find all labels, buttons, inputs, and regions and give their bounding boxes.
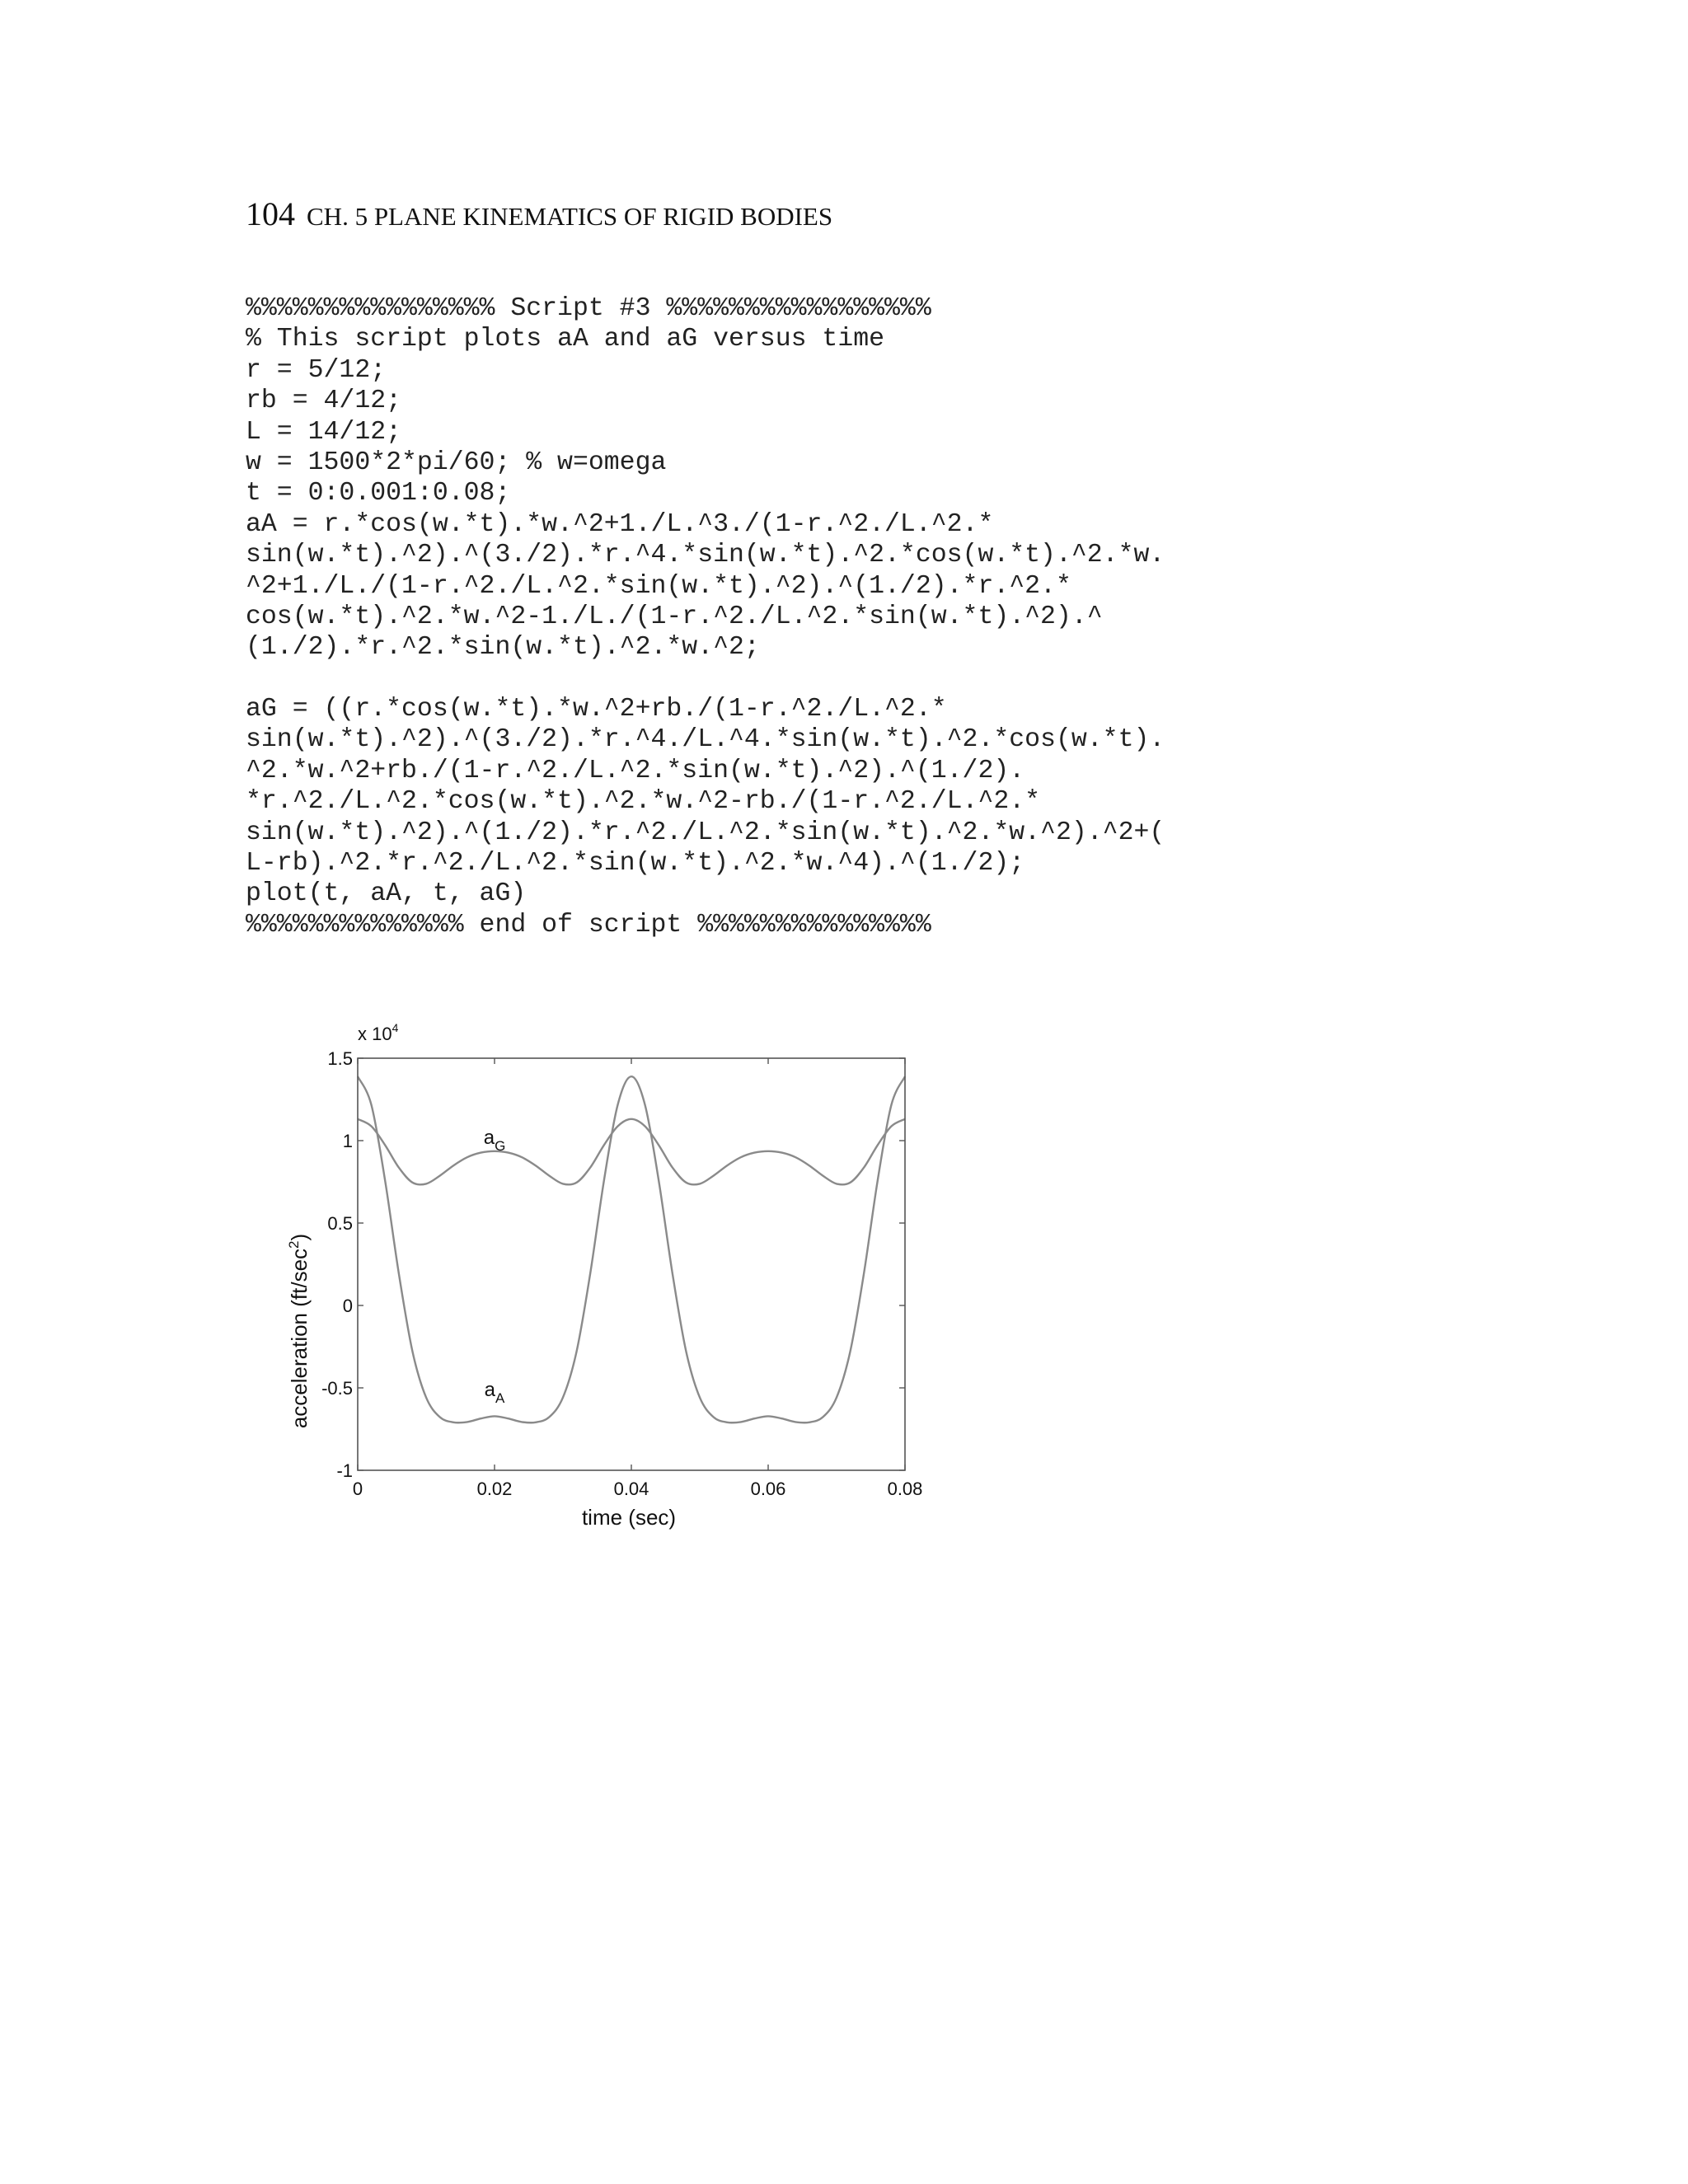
multiplier-base: x 10 xyxy=(358,1024,392,1044)
code-line xyxy=(246,663,1165,694)
code-line: % This script plots aA and aG versus time xyxy=(246,325,885,354)
code-listing xyxy=(246,293,1165,940)
code-line: ^2.*w.^2+rb./(1-r.^2./L.^2.*sin(w.*t).^2).^(1./2). xyxy=(246,756,1025,785)
code-line: aA = r.*cos(w.*t).*w.^2+1./L.^3./(1-r.^2./L.^2.* xyxy=(246,509,994,539)
y-tick-label: -0.5 xyxy=(321,1378,353,1399)
acceleration-chart xyxy=(280,1005,956,1533)
x-tick-label: 0.06 xyxy=(750,1479,786,1499)
series-label-main: a xyxy=(483,1127,495,1149)
multiplier-label xyxy=(358,1021,399,1044)
multiplier-exponent: 4 xyxy=(392,1021,399,1034)
code-line: t = 0:0.001:0.08; xyxy=(246,479,511,509)
y-tick-label: 1 xyxy=(342,1131,353,1151)
y-tick-label: 0.5 xyxy=(327,1213,353,1234)
series-label-aG xyxy=(484,1127,506,1154)
series-label-subscript: G xyxy=(495,1138,506,1154)
series-label-aA xyxy=(485,1379,505,1406)
code-line: aG = ((r.*cos(w.*t).*w.^2+rb./(1-r.^2./L.^2.* xyxy=(246,695,947,724)
page-header xyxy=(246,194,832,233)
code-line: plot(t, aA, t, aG) xyxy=(246,879,527,909)
series-label-subscript: A xyxy=(495,1390,505,1406)
code-line: w = 1500*2*pi/60; % w=omega xyxy=(246,448,667,477)
chapter-title: CH. 5 PLANE KINEMATICS OF RIGID BODIES xyxy=(307,202,833,231)
code-line: cos(w.*t).^2.*w.^2-1./L./(1-r.^2./L.^2.*sin(w.*t).^2).^ xyxy=(246,602,1103,631)
code-line: %%%%%%%%%%%%%%%% Script #3 %%%%%%%%%%%%%%%%% xyxy=(246,294,931,323)
code-line: *r.^2./L.^2.*cos(w.*t).^2.*w.^2-rb./(1-r.^2./L.^2.* xyxy=(246,787,1041,817)
x-tick-label: 0.04 xyxy=(613,1479,649,1499)
y-tick-label: -1 xyxy=(336,1460,353,1481)
y-tick-label: 0 xyxy=(342,1296,353,1316)
y-axis-label-superscript: 2 xyxy=(286,1240,302,1249)
code-line: sin(w.*t).^2).^(1./2).*r.^2./L.^2.*sin(w.*t).^2.*w.^2).^2+( xyxy=(246,818,1165,847)
x-axis-label: time (sec) xyxy=(581,1505,677,1530)
code-line: ^2+1./L./(1-r.^2./L.^2.*sin(w.*t).^2).^(1./2).*r.^2.* xyxy=(246,571,1071,601)
series-line-aA xyxy=(358,1076,905,1422)
series-line-aG xyxy=(358,1119,905,1185)
code-line: sin(w.*t).^2).^(3./2).*r.^4./L.^4.*sin(w.*t).^2.*cos(w.*t). xyxy=(246,725,1165,755)
y-axis-label-close: ) xyxy=(287,1233,312,1241)
series-label-main: a xyxy=(484,1379,496,1401)
code-line: sin(w.*t).^2).^(3./2).*r.^4.*sin(w.*t).^2.*cos(w.*t).^2.*w. xyxy=(246,541,1165,570)
code-line: %%%%%%%%%%%%%% end of script %%%%%%%%%%%%%%% xyxy=(246,910,931,940)
code-line: L = 14/12; xyxy=(246,417,402,447)
y-axis-label-text: acceleration (ft/sec xyxy=(287,1248,312,1429)
x-tick-label: 0 xyxy=(352,1479,363,1499)
code-line: L-rb).^2.*r.^2./L.^2.*sin(w.*t).^2.*w.^4).^(1./2); xyxy=(246,849,1025,879)
x-tick-label: 0.02 xyxy=(476,1479,513,1499)
code-line: rb = 4/12; xyxy=(246,387,402,416)
y-tick-label: 1.5 xyxy=(327,1048,353,1069)
x-tick-label: 0.08 xyxy=(887,1479,923,1499)
code-line: (1./2).*r.^2.*sin(w.*t).^2.*w.^2; xyxy=(246,633,760,663)
page-number: 104 xyxy=(246,195,295,232)
y-axis-label xyxy=(286,1234,312,1428)
code-line: r = 5/12; xyxy=(246,355,387,385)
